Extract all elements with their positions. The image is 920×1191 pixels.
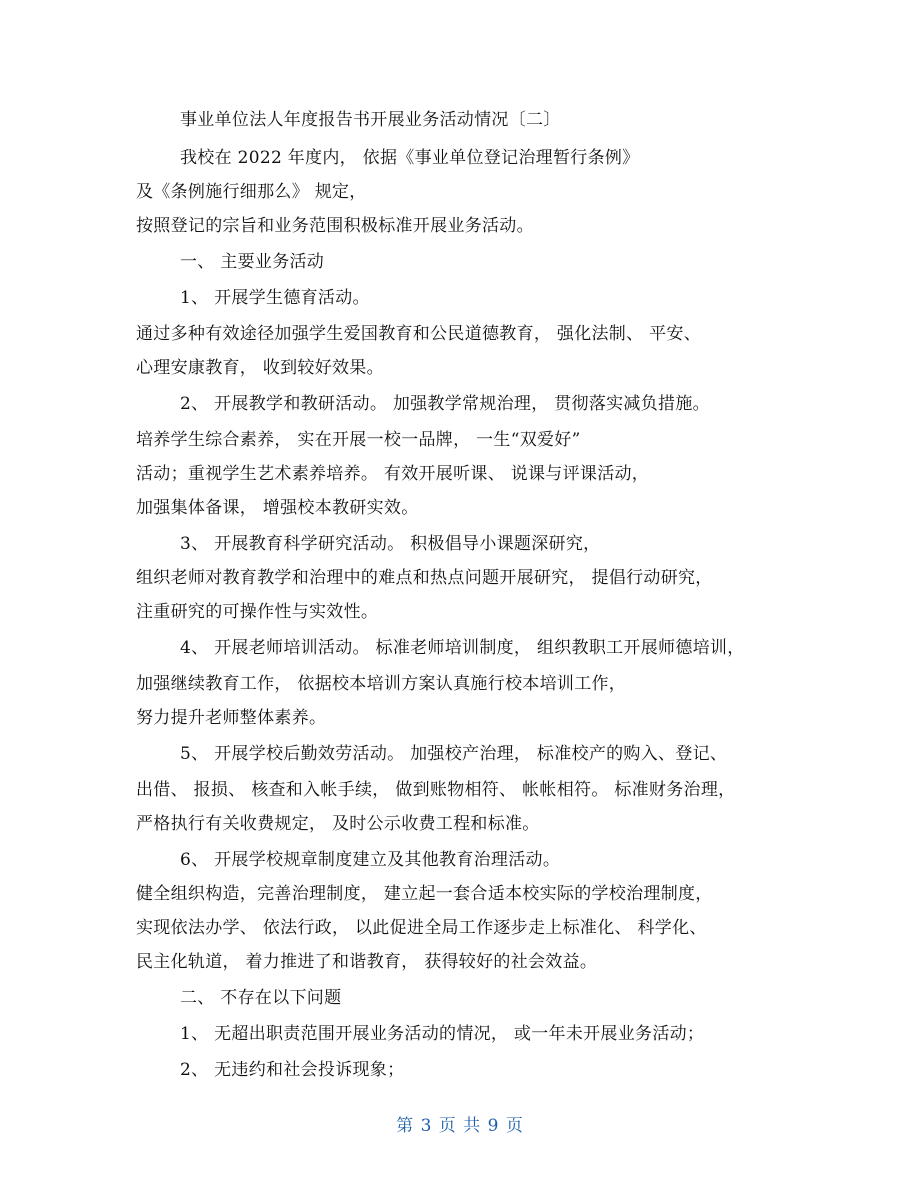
paragraph-line: 民主化轨道， 着力推进了和谐教育， 获得较好的社会效益。: [136, 952, 598, 972]
paragraph-line: 出借、 报损、 核查和入帐手续， 做到账物相符、 帐帐相符。 标准财务治理，: [136, 780, 736, 800]
paragraph-line: 严格执行有关收费规定， 及时公示收费工程和标准。: [136, 814, 540, 834]
page-number: 第 3 页 共 9 页: [396, 1116, 524, 1136]
paragraph-line: 加强集体备课， 增强校本教研实效。: [136, 498, 419, 518]
paragraph-line: 注重研究的可操作性与实效性。: [136, 602, 379, 622]
item-heading: 6、 开展学校规章制度建立及其他教育治理活动。: [180, 850, 561, 870]
paragraph-line: 组织老师对教育教学和治理中的难点和热点问题开展研究， 提倡行动研究，: [136, 568, 713, 588]
paragraph-line: 健全组织构造，完善治理制度， 建立起一套合适本校实际的学校治理制度，: [136, 884, 713, 904]
item-heading: 5、 开展学校后勤效劳活动。 加强校产治理， 标准校产的购入、登记、: [180, 744, 728, 764]
item-heading: 2、 无违约和社会投诉现象；: [180, 1060, 405, 1080]
paragraph-line: 实现依法办学、 依法行政， 以此促进全局工作逐步走上标准化、 科学化、: [136, 918, 707, 938]
paragraph-line: 加强继续教育工作， 依据校本培训方案认真施行校本培训工作，: [136, 674, 627, 694]
item-heading: 3、 开展教育科学研究活动。 积极倡导小课题深研究，: [180, 534, 601, 554]
section-heading: 一、 主要业务活动: [180, 252, 325, 272]
paragraph-line: 活动；重视学生艺术素养培养。 有效开展听课、 说课与评课活动，: [136, 464, 650, 484]
paragraph-line: 按照登记的宗旨和业务范围积极标准开展业务活动。: [136, 216, 534, 236]
item-heading: 4、 开展老师培训活动。 标准老师培训制度， 组织教职工开展师德培训，: [180, 638, 745, 658]
item-heading: 1、 开展学生德育活动。: [180, 288, 370, 308]
paragraph-line: 心理安康教育， 收到较好效果。: [136, 358, 384, 378]
paragraph-line: 及《条例施行细那么》 规定，: [136, 182, 367, 202]
item-heading: 2、 开展教学和教研活动。 加强教学常规治理， 贯彻落实减负措施。: [180, 394, 710, 414]
item-heading: 1、 无超出职责范围开展业务活动的情况， 或一年未开展业务活动；: [180, 1024, 705, 1044]
section-heading: 二、 不存在以下问题: [180, 988, 342, 1008]
paragraph-line: 培养学生综合素养， 实在开展一校一品牌， 一生“双爱好”: [136, 430, 581, 450]
paragraph-line: 努力提升老师整体素养。: [136, 708, 327, 728]
document-title: 事业单位法人年度报告书开展业务活动情况〔二〕: [180, 110, 561, 130]
paragraph-line: 通过多种有效途径加强学生爱国教育和公民道德教育， 强化法制、 平安、: [136, 324, 702, 344]
paragraph-line: 我校在 2022 年度内， 依据《事业单位登记治理暂行条例》: [180, 148, 640, 168]
